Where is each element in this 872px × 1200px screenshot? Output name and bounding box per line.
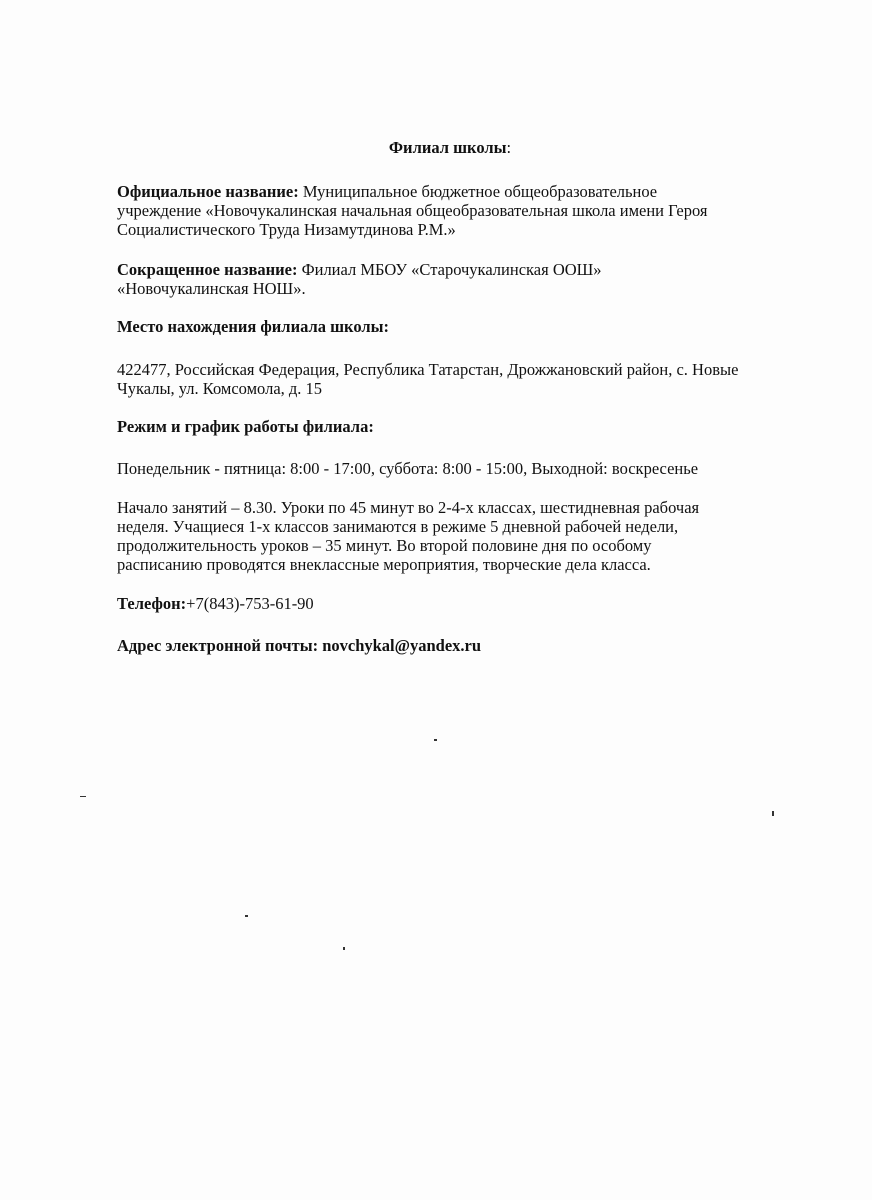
short-name-text-1: Филиал МБОУ «Старочукалинская ООШ» <box>301 260 602 279</box>
official-name-text-1: Муниципальное бюджетное общеобразовательное <box>302 182 658 201</box>
scan-speck <box>434 739 437 741</box>
location-heading-block <box>117 317 777 336</box>
schedule-details-line-3: продолжительность уроков – 35 минут. Во второй половине дня по особому <box>117 536 652 555</box>
scan-speck <box>772 811 774 816</box>
short-name-section <box>117 260 777 298</box>
document-title-text: Филиал школы <box>388 138 507 157</box>
schedule-heading: Режим и график работы филиала: <box>117 417 374 436</box>
location-address-line-2: Чукалы, ул. Комсомола, д. 15 <box>117 379 323 398</box>
schedule-details-line-2: неделя. Учащиеся 1-х классов занимаются в режиме 5 дневной рабочей недели, <box>117 517 679 536</box>
location-address-line-1: 422477, Российская Федерация, Республика Татарстан, Дрожжановский район, с. Новые <box>117 360 739 379</box>
email-label: Адрес электронной почты: <box>117 636 319 655</box>
schedule-details-line-4: расписанию проводятся внеклассные мероприятия, творческие дела класса. <box>117 555 651 574</box>
email-line <box>117 636 777 655</box>
email-section <box>117 636 777 655</box>
short-name-line-2: «Новочукалинская НОШ». <box>117 279 306 298</box>
schedule-hours-block <box>117 459 797 478</box>
schedule-details-line-1: Начало занятий – 8.30. Уроки по 45 минут во 2-4-х классах, шестидневная рабочая <box>117 498 700 517</box>
official-name-line-3: Социалистического Труда Низамутдинова Р.М.» <box>117 220 456 239</box>
location-address-section <box>117 360 787 398</box>
schedule-heading-block <box>117 417 777 436</box>
short-name-label: Сокращенное название: <box>117 260 298 279</box>
phone-section <box>117 594 777 613</box>
schedule-hours: Понедельник - пятница: 8:00 - 17:00, суббота: 8:00 - 15:00, Выходной: воскресенье <box>117 459 699 478</box>
email-value: novchykal@yandex.ru <box>322 636 482 655</box>
document-title-colon: : <box>506 138 512 157</box>
scan-speck <box>80 796 86 797</box>
scan-speck <box>245 915 248 917</box>
official-name-line-1 <box>117 182 777 201</box>
phone-label: Телефон: <box>117 594 187 613</box>
phone-value: +7(843)-753-61-90 <box>186 594 314 613</box>
official-name-label: Официальное название: <box>117 182 299 201</box>
scan-speck <box>343 947 345 950</box>
schedule-details-section <box>117 498 777 574</box>
official-name-line-2: учреждение «Новочукалинская начальная общеобразовательная школа имени Героя <box>117 201 708 220</box>
official-name-section <box>117 182 777 239</box>
document-title <box>60 138 840 157</box>
short-name-line-1 <box>117 260 777 279</box>
phone-line <box>117 594 777 613</box>
location-heading: Место нахождения филиала школы: <box>117 317 389 336</box>
